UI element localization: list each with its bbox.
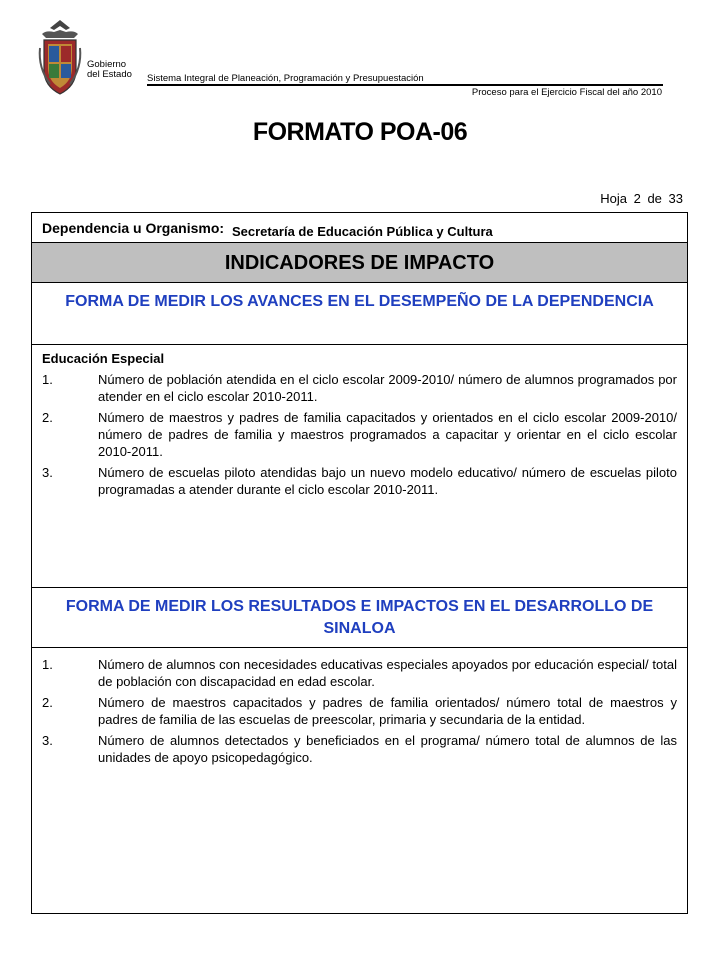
section-banner: INDICADORES DE IMPACTO xyxy=(32,243,687,283)
list-item xyxy=(42,464,677,498)
coat-of-arms-icon xyxy=(36,18,84,96)
dependencia-row xyxy=(32,213,687,243)
item-text: Número de alumnos detectados y beneficiados en el programa/ número total de alumnos de las unidades de apoyo psicopedagógico. xyxy=(98,733,677,765)
section1-body xyxy=(32,345,687,588)
dependencia-value: Secretaría de Educación Pública y Cultura xyxy=(231,224,493,239)
item-text: Número de maestros y padres de familia capacitados y orientados en el ciclo escolar 2009-2010/ número de padres de familia y maestros programados a capacitar y orientar en el ciclo escolar 2010-2011. xyxy=(98,410,677,459)
section2-body xyxy=(32,648,687,913)
item-number: 1. xyxy=(42,372,53,387)
page-title: FORMATO POA-06 xyxy=(252,118,468,146)
item-number: 3. xyxy=(42,733,53,748)
page-counter xyxy=(600,191,683,206)
list-item xyxy=(42,656,677,690)
header-divider xyxy=(147,84,663,86)
gobierno-line-2: del Estado xyxy=(87,69,132,80)
item-number: 2. xyxy=(42,695,53,710)
hoja-label: Hoja xyxy=(600,191,627,206)
item-number: 1. xyxy=(42,657,53,672)
proceso-label: Proceso para el Ejercicio Fiscal del año 2010 xyxy=(471,87,662,98)
gobierno-line-1: Gobierno xyxy=(87,59,127,70)
document-header xyxy=(0,0,720,110)
item-text: Número de alumnos con necesidades educativas especiales apoyados por educación especial/ total de población con discapacidad en edad escolar. xyxy=(98,657,677,689)
hoja-de: de xyxy=(647,191,662,206)
item-text: Número de escuelas piloto atendidas bajo un nuevo modelo educativo/ número de escuelas piloto programadas a atender durante el ciclo escolar 2010-2011. xyxy=(98,465,677,497)
hoja-total: 33 xyxy=(668,191,683,206)
gobierno-label xyxy=(87,60,132,80)
item-text: Número de población atendida en el ciclo escolar 2009-2010/ número de alumnos programados por atender en el ciclo escolar 2010-2011. xyxy=(98,372,677,404)
item-number: 2. xyxy=(42,410,53,425)
form-frame xyxy=(31,212,688,914)
list-item xyxy=(42,409,677,460)
section1-subtitle: Educación Especial xyxy=(42,351,165,366)
list-item xyxy=(42,694,677,728)
list-item xyxy=(42,732,677,766)
sistema-label: Sistema Integral de Planeación, Programación y Presupuestación xyxy=(147,73,424,84)
hoja-number: 2 xyxy=(633,191,641,206)
item-text: Número de maestros capacitados y padres de familia orientados/ número total de maestros y padres de familia de las escuelas de preescolar, primaria y secundaria de la entidad. xyxy=(98,695,677,727)
list-item xyxy=(42,371,677,405)
section2-heading: FORMA DE MEDIR LOS RESULTADOS E IMPACTOS EN EL DESARROLLO DE SINALOA xyxy=(32,588,687,648)
item-number: 3. xyxy=(42,465,53,480)
dependencia-label: Dependencia u Organismo: xyxy=(42,220,225,236)
section1-heading: FORMA DE MEDIR LOS AVANCES EN EL DESEMPEÑO DE LA DEPENDENCIA xyxy=(32,283,687,345)
